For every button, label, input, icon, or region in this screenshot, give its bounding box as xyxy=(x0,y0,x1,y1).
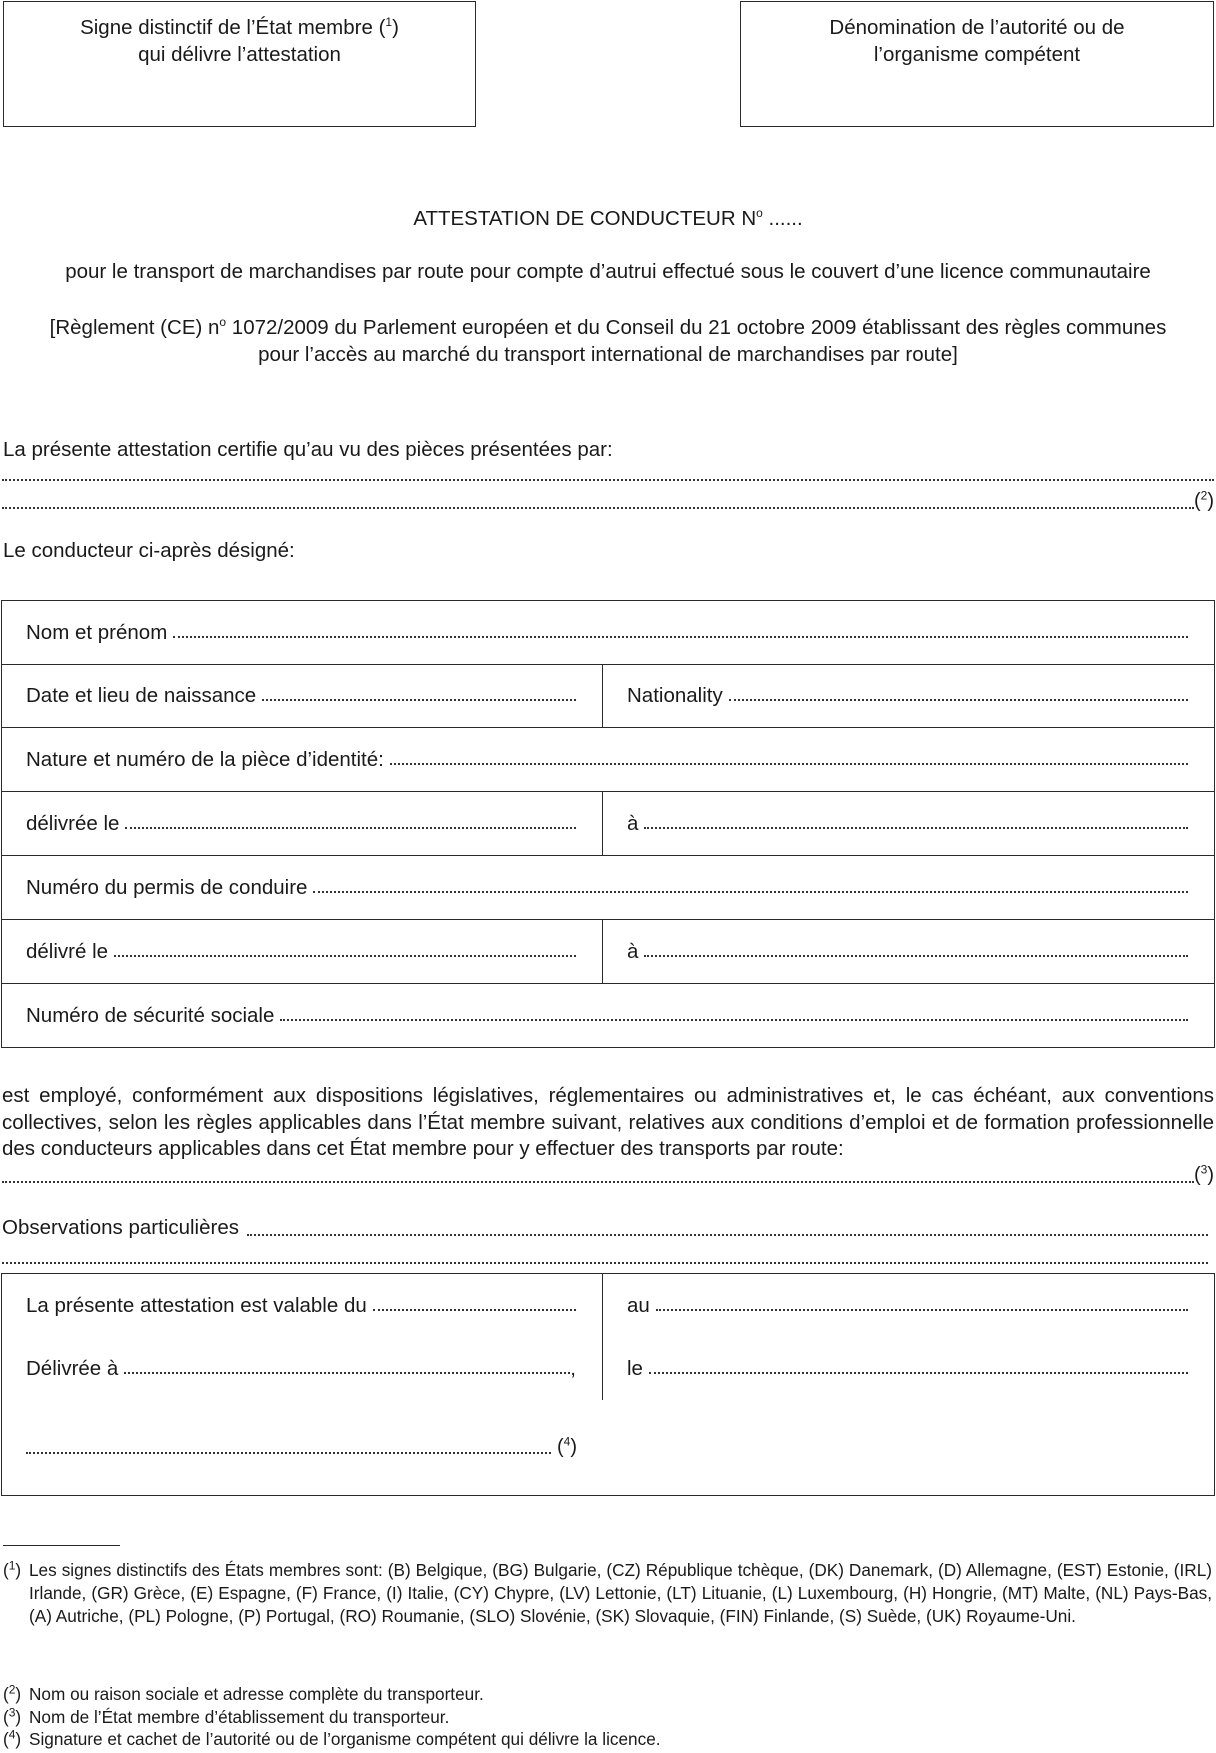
nationality-field[interactable] xyxy=(603,665,1214,727)
page-title: ATTESTATION DE CONDUCTEUR $N^o$ ...... xyxy=(413,206,803,230)
observations-line-1[interactable] xyxy=(2,1218,1208,1240)
footnote-divider xyxy=(3,1545,120,1546)
footnote-4: ($^4$) Signature et cachet de l’autorité ou de l’organisme compétent qui délivre la licence. xyxy=(3,1727,661,1749)
table-row xyxy=(2,601,1214,665)
table-row xyxy=(2,856,1214,920)
driver-details-table xyxy=(1,600,1215,1048)
table-row xyxy=(2,728,1214,792)
validity-table xyxy=(1,1273,1215,1496)
id-issued-place-field[interactable] xyxy=(603,792,1214,855)
licence-number-field[interactable] xyxy=(2,856,1214,919)
licence-issued-place-label: à xyxy=(627,939,639,963)
footnote-ref-4: ($^4$) xyxy=(556,1434,577,1458)
social-security-label: Numéro de sécurité sociale xyxy=(26,1003,275,1027)
licence-issued-date-label: délivré le xyxy=(26,939,109,963)
employment-statement: est employé, conformément aux dispositions législatives, réglementaires ou administratives et, le cas échéant, aux conventions collectives, selon les règles applicables dans l’État membre suivant, relatives aux conditions d’emploi et de formation professionnelle des conducteurs applicables dans cet État membre pour y effectuer des transports par route: xyxy=(2,1084,1214,1160)
social-security-field[interactable] xyxy=(2,984,1214,1047)
valid-from-label: La présente attestation est valable du xyxy=(26,1293,367,1317)
id-document-label: Nature et numéro de la pièce d’identité: xyxy=(26,747,384,771)
designated-driver-label: Le conducteur ci-après désigné: xyxy=(3,539,295,562)
valid-to-label: au xyxy=(627,1293,650,1317)
member-state-mark-box[interactable] xyxy=(3,1,476,127)
regulation-reference: [Règlement (CE) $n^o$ 1072/2009 du Parlement européen et du Conseil du 21 octobre 2009 établissant des règles communes pour l’accès au marché du transport international de marchandises par route] xyxy=(49,315,1167,366)
footnote-3: ($^3$) Nom de l’État membre d’établissement du transporteur. xyxy=(3,1705,450,1727)
authority-name-label: Dénomination de l’autorité ou de l’organisme compétent xyxy=(829,16,1125,66)
name-label: Nom et prénom xyxy=(26,620,168,644)
footnote-ref-3: ($^3$) xyxy=(1193,1162,1214,1186)
issued-at-label: Délivrée à xyxy=(26,1356,119,1380)
birth-field[interactable] xyxy=(2,665,603,727)
presenter-line-1[interactable] xyxy=(2,463,1214,485)
birth-label: Date et lieu de naissance xyxy=(26,684,257,707)
name-field[interactable] xyxy=(2,601,1214,664)
footnote-1: ($^1$) Les signes distinctifs des États membres sont: (B) Belgique, (BG) Bulgarie, (CZ) République tchèque, (DK) Danemark, (D) Allemagne, (EST) Estonie, (IRL) Irlande, (GR) Grèce, (E) Espagne, (F) France, (I) Italie, (CY) Chypre, (LV) Lettonie, (LT) Lituanie, (L) Luxembourg, (H) Hongrie, (MT) Malte, (NL) Pays-Bas, (A) Autriche, (PL) Pologne, (P) Portugal, (RO) Roumanie, (SLO) Slovénie, (SK) Slovaquie, (FIN) Finlande, (S) Suède, (UK) Royaume-Uni. xyxy=(3,1558,1212,1626)
observations-line-2[interactable] xyxy=(2,1246,1208,1268)
issued-at-field[interactable]: Délivrée à , xyxy=(2,1337,603,1400)
page-subtitle: pour le transport de marchandises par route pour compte d’autrui effectué sous le couvert d’une licence communautaire xyxy=(65,260,1151,283)
issued-date-label: le xyxy=(627,1356,643,1380)
table-row xyxy=(2,1400,1214,1495)
licence-number-label: Numéro du permis de conduire xyxy=(26,875,308,899)
table-row xyxy=(2,984,1214,1047)
authority-name-box[interactable] xyxy=(740,1,1214,127)
issued-date-field[interactable] xyxy=(603,1337,1214,1400)
valid-to-field[interactable] xyxy=(603,1274,1214,1337)
licence-issued-place-field[interactable] xyxy=(603,920,1214,983)
id-issued-date-field[interactable] xyxy=(2,792,603,855)
member-state-line[interactable] xyxy=(2,1162,1214,1187)
id-issued-date-label: délivrée le xyxy=(26,811,120,835)
observations-label: Observations particulières xyxy=(2,1216,239,1239)
id-document-field[interactable] xyxy=(2,728,1214,791)
table-row xyxy=(2,665,1214,728)
table-row xyxy=(2,1337,1214,1400)
signature-field[interactable] xyxy=(2,1400,603,1495)
footnote-2: ($^2$) Nom ou raison sociale et adresse complète du transporteur. xyxy=(3,1682,484,1704)
presenter-line-2[interactable] xyxy=(2,488,1214,513)
id-issued-place-label: à xyxy=(627,811,639,835)
footnote-ref-2: ($^2$) xyxy=(1193,488,1214,512)
valid-from-field[interactable] xyxy=(2,1274,603,1337)
table-row xyxy=(2,1274,1214,1337)
table-row xyxy=(2,920,1214,984)
licence-issued-date-field[interactable] xyxy=(2,920,603,983)
member-state-mark-label: Signe distinctif de l’État membre ($^1$) qui délivre l’attestation xyxy=(80,15,399,66)
table-row xyxy=(2,792,1214,856)
nationality-label: Nationality xyxy=(627,684,723,707)
certification-statement: La présente attestation certifie qu’au vu des pièces présentées par: xyxy=(3,438,613,461)
